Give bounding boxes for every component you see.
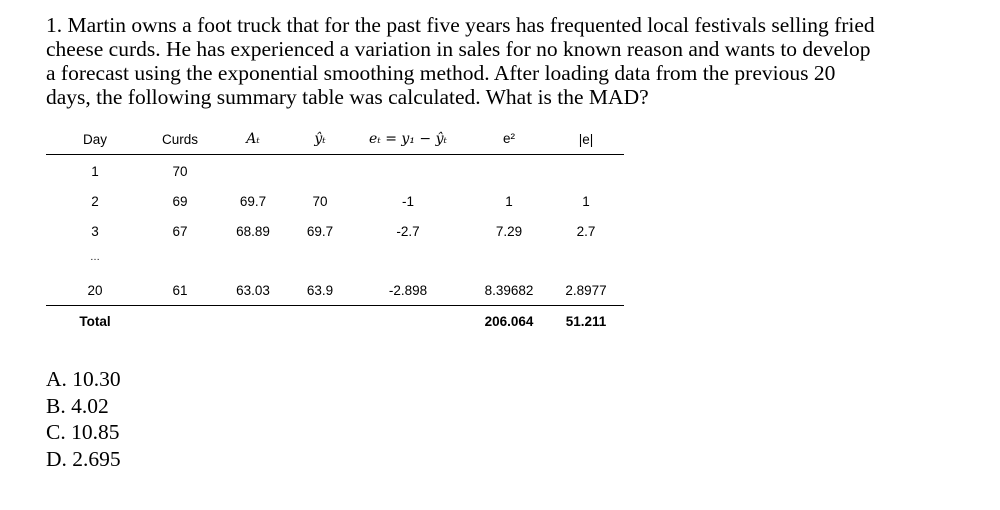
cell-a-t: 63.03	[236, 283, 270, 298]
header-e-t: eₜ = y₁ − ŷₜ	[369, 131, 447, 147]
question-line: 1. Martin owns a foot truck that for the past five years has frequented local festivals selling fried	[46, 13, 875, 37]
question-text	[46, 13, 986, 109]
cell-a-t: 69.7	[239, 194, 267, 209]
question-line: a forecast using the exponential smoothing method. After loading data from the previous 20	[46, 61, 836, 85]
cell-curds: 61	[172, 283, 188, 298]
cell-e-t: -2.898	[388, 283, 428, 298]
cell-a-t: 68.89	[236, 224, 270, 239]
cell-day: 1	[91, 164, 99, 179]
header-a-t: Aₜ	[246, 131, 260, 147]
header-day: Day	[82, 132, 108, 147]
total-e-squared: 206.064	[484, 314, 534, 329]
cell-curds: 69	[172, 194, 188, 209]
cell-e-t: -1	[401, 194, 415, 209]
cell-abs-e: 2.7	[576, 224, 596, 239]
header-abs-e: |e|	[578, 132, 594, 147]
cell-curds: 67	[172, 224, 188, 239]
cell-yhat-t: 69.7	[306, 224, 334, 239]
answer-choice-b[interactable]: B. 4.02	[46, 393, 109, 418]
cell-e-squared: 1	[505, 194, 513, 209]
answer-choices	[46, 366, 121, 472]
cell-e-t: -2.7	[396, 224, 420, 239]
header-curds: Curds	[161, 132, 199, 147]
cell-curds: 70	[172, 164, 188, 179]
cell-day: 3	[91, 224, 99, 239]
header-yhat-t: ŷₜ	[314, 131, 326, 147]
cell-e-squared: 8.39682	[484, 283, 534, 298]
cell-day: 2	[91, 194, 99, 209]
cell-yhat-t: 63.9	[306, 283, 334, 298]
total-label: Total	[79, 314, 111, 329]
question-line: days, the following summary table was calculated. What is the MAD?	[46, 85, 649, 109]
answer-choice-d[interactable]: D. 2.695	[46, 446, 121, 471]
answer-choice-a[interactable]: A. 10.30	[46, 367, 121, 391]
total-abs-e: 51.211	[565, 314, 607, 329]
cell-ellipsis: …	[90, 252, 100, 263]
cell-e-squared: 7.29	[495, 224, 523, 239]
cell-day: 20	[87, 283, 103, 298]
answer-choice-c[interactable]: C. 10.85	[46, 420, 120, 444]
question-line: cheese curds. He has experienced a variation in sales for no known reason and wants to develop	[46, 37, 871, 61]
header-e-squared: e²	[502, 131, 516, 146]
summary-table	[46, 128, 624, 338]
cell-abs-e: 2.8977	[565, 283, 607, 298]
header-rule	[46, 154, 624, 155]
total-rule	[46, 305, 624, 306]
cell-abs-e: 1	[582, 194, 590, 209]
cell-yhat-t: 70	[312, 194, 328, 209]
